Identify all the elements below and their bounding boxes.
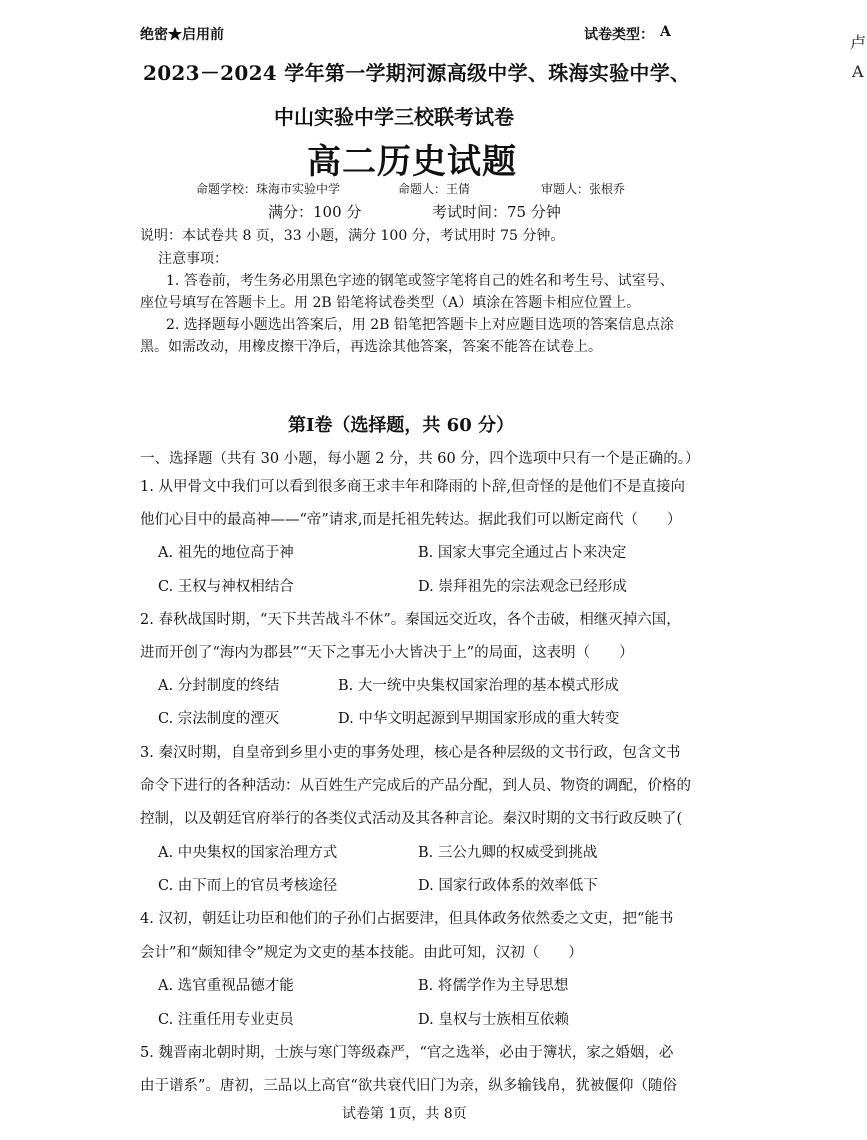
question-3-line3: 控制，以及朝廷官府举行的各类仪式活动及其各种言论。秦汉时期的文书行政反映了( — [140, 811, 683, 827]
page-footer: 试卷第 1页，共 8页 — [342, 1106, 467, 1122]
question-4-line2: 会计”和“颇知律令”规定为文吏的基本技能。由此可知，汉初（ ） — [140, 945, 583, 961]
question-5-line2: 由于谱系”。唐初，三品以上高官“欲共衰代旧门为亲，纵多输钱帛，犹被偃仰（随俗 — [140, 1078, 677, 1094]
exam-title-line1: 2023－2024 学年第一学期河源高级中学、珠海实验中学、 — [143, 61, 691, 85]
question-1-line2: 他们心目中的最高神——“帝”请求,而是托祖先转达。据此我们可以断定商代（ ） — [140, 512, 682, 528]
question-3-line1: 3. 秦汉时期，自皇帝到乡里小吏的事务处理，核心是各种层级的文书行政，包含文书 — [140, 745, 681, 761]
question-2-option-b: B. 大一统中央集权国家治理的基本模式形成 — [338, 678, 619, 694]
notes-heading: 注意事项： — [158, 251, 228, 267]
question-1-option-b: B. 国家大事完全通过占卜来决定 — [418, 545, 627, 561]
question-1-option-c: C. 王权与神权相结合 — [158, 579, 294, 595]
subject-title: 高二历史试题 — [307, 142, 517, 182]
exam-title-line2: 中山实验中学三校联考试卷 — [274, 105, 514, 129]
exam-description: 说明：本试卷共 8 页，33 小题，满分 100 分，考试用时 75 分钟。 — [140, 228, 565, 244]
exam-time: 考试时间：75 分钟 — [432, 203, 561, 221]
question-5-line1: 5. 魏晋南北朝时期，士族与寒门等级森严，“官之选举，必由于簿状，家之婚姻，必 — [140, 1045, 674, 1061]
question-2-option-d: D. 中华文明起源到早期国家形成的重大转变 — [338, 711, 620, 727]
margin-mark-1: 卢 — [850, 33, 867, 52]
question-4-option-c: C. 注重任用专业吏员 — [158, 1012, 294, 1028]
section-title: 第Ⅰ卷（选择题，共 60 分） — [288, 415, 515, 436]
question-3-option-a: A. 中央集权的国家治理方式 — [158, 845, 338, 861]
question-2-option-c: C. 宗法制度的湮灭 — [158, 711, 280, 727]
question-3-option-b: B. 三公九卿的权威受到挑战 — [418, 845, 598, 861]
margin-mark-2: A — [852, 62, 864, 81]
paper-type-label: 试卷类型： — [584, 27, 654, 43]
confidential-label: 绝密★启用前 — [140, 27, 224, 43]
question-4-option-d: D. 皇权与士族相互依赖 — [418, 1012, 569, 1028]
note-item-2-line1: 2. 选择题每小题选出答案后，用 2B 铅笔把答题卡上对应题目选项的答案信息点涂 — [166, 317, 674, 333]
question-setter: 命题人：王倩 — [398, 182, 471, 196]
question-1-option-a: A. 祖先的地位高于神 — [158, 545, 294, 561]
paper-type-value: A — [660, 24, 671, 40]
question-2-option-a: A. 分封制度的终结 — [158, 678, 280, 694]
note-item-2-line2: 黑。如需改动，用橡皮擦干净后，再选涂其他答案，答案不能答在试卷上。 — [140, 339, 602, 355]
question-reviewer: 审题人：张根乔 — [541, 182, 626, 196]
part-intro: 一、选择题（共有 30 小题，每小题 2 分，共 60 分，四个选项中只有一个是正确的。） — [140, 451, 700, 467]
question-3-option-c: C. 由下而上的官员考核途径 — [158, 878, 338, 894]
note-item-1-line2: 座位号填写在答题卡上。用 2B 铅笔将试卷类型（A）填涂在答题卡相应位置上。 — [140, 295, 641, 311]
note-item-1-line1: 1. 答卷前，考生务必用黑色字迹的钢笔或签字笔将自己的姓名和考生号、试室号、 — [166, 273, 674, 289]
question-3-option-d: D. 国家行政体系的效率低下 — [418, 878, 598, 894]
question-4-line1: 4. 汉初，朝廷让功臣和他们的子孙们占据要津，但具体政务依然委之文吏，把“能书 — [140, 911, 674, 927]
setter-school: 命题学校：珠海市实验中学 — [196, 182, 341, 196]
question-1-line1: 1. 从甲骨文中我们可以看到很多商王求丰年和降雨的卜辞,但奇怪的是他们不是直接向 — [140, 479, 686, 495]
question-2-line2: 进而开创了“海内为郡县”“天下之事无小大皆决于上”的局面，这表明（ ） — [140, 645, 634, 661]
question-2-line1: 2. 春秋战国时期，“天下共苦战斗不休”。秦国远交近攻，各个击破，相继灭掉六国， — [140, 612, 681, 628]
question-4-option-b: B. 将儒学作为主导思想 — [418, 978, 569, 994]
question-4-option-a: A. 选官重视品德才能 — [158, 978, 294, 994]
question-3-line2: 命令下进行的各种活动：从百姓生产完成后的产品分配，到人员、物资的调配，价格的 — [140, 778, 691, 794]
question-1-option-d: D. 崇拜祖先的宗法观念已经形成 — [418, 579, 627, 595]
full-score: 满分：100 分 — [268, 203, 362, 221]
